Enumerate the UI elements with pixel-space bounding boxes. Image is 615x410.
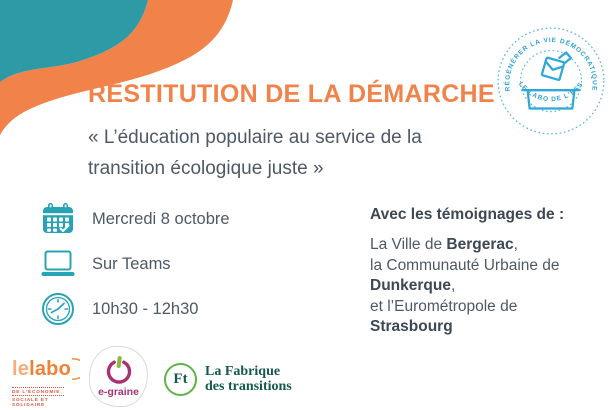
fabrique-name-line1: La Fabrique bbox=[205, 364, 281, 379]
lelabo-labo: labo bbox=[29, 357, 72, 380]
event-time-label: 10h30 - 12h30 bbox=[92, 299, 199, 318]
witness-city-dunkerque: Dunkerque bbox=[370, 277, 451, 294]
lelabo-le: le bbox=[12, 357, 30, 380]
witness-city-strasbourg: Strasbourg bbox=[370, 318, 453, 335]
clock-icon bbox=[40, 291, 76, 327]
egraine-name: e-graine bbox=[98, 385, 139, 398]
lelabo-subtitle-1: DE L'ÉCONOMIE bbox=[12, 387, 64, 394]
fabrique-name bbox=[205, 364, 292, 394]
lelabo-logo bbox=[12, 353, 80, 407]
witness-line2: la Communauté Urbaine de bbox=[370, 256, 560, 274]
witness-line4: et l’Eurométropole de bbox=[370, 297, 518, 315]
badge-arc-top-text: RÉGÉNÉRER LA VIE DÉMOCRATIQUE bbox=[504, 36, 598, 92]
witness-line1-post: , bbox=[513, 236, 518, 253]
event-platform-row bbox=[40, 246, 230, 282]
badge-outer-ring bbox=[498, 28, 604, 134]
event-time-row bbox=[40, 291, 230, 327]
laptop-icon bbox=[40, 246, 76, 282]
fabrique-logo bbox=[164, 363, 292, 396]
witness-city-bergerac: Bergerac bbox=[446, 236, 514, 253]
badge-arc-bottom-text: LE LABO DE L'ESS bbox=[517, 80, 585, 104]
fabrique-monogram: Ft bbox=[173, 370, 188, 387]
fabrique-name-line2: des transitions bbox=[205, 379, 292, 394]
lelabo-subtitle-2: SOCIALE ET SOLIDAIRE bbox=[12, 395, 64, 407]
democracy-badge bbox=[492, 22, 610, 140]
lelabo-arc bbox=[72, 353, 80, 385]
calendar-icon bbox=[40, 201, 76, 237]
partner-logos bbox=[12, 345, 292, 407]
event-date-row bbox=[40, 201, 230, 237]
witnesses-list bbox=[370, 235, 605, 338]
event-details bbox=[40, 201, 230, 327]
egraine-logo bbox=[89, 346, 148, 407]
event-platform-label: Sur Teams bbox=[92, 254, 171, 273]
witnesses-block bbox=[370, 206, 605, 338]
witnesses-heading: Avec les témoignages de : bbox=[370, 206, 565, 223]
fabrique-monogram-ring bbox=[164, 363, 197, 396]
egraine-power-icon bbox=[104, 355, 134, 385]
event-date-label: Mercredi 8 octobre bbox=[92, 209, 230, 228]
witness-line1-pre: La Ville de bbox=[370, 236, 447, 253]
event-title: RESTITUTION DE LA DÉMARCHE bbox=[88, 80, 495, 108]
witness-line3-post: , bbox=[450, 277, 456, 294]
event-subtitle: « L’éducation populaire au service de la transition écologique juste » bbox=[88, 127, 422, 179]
